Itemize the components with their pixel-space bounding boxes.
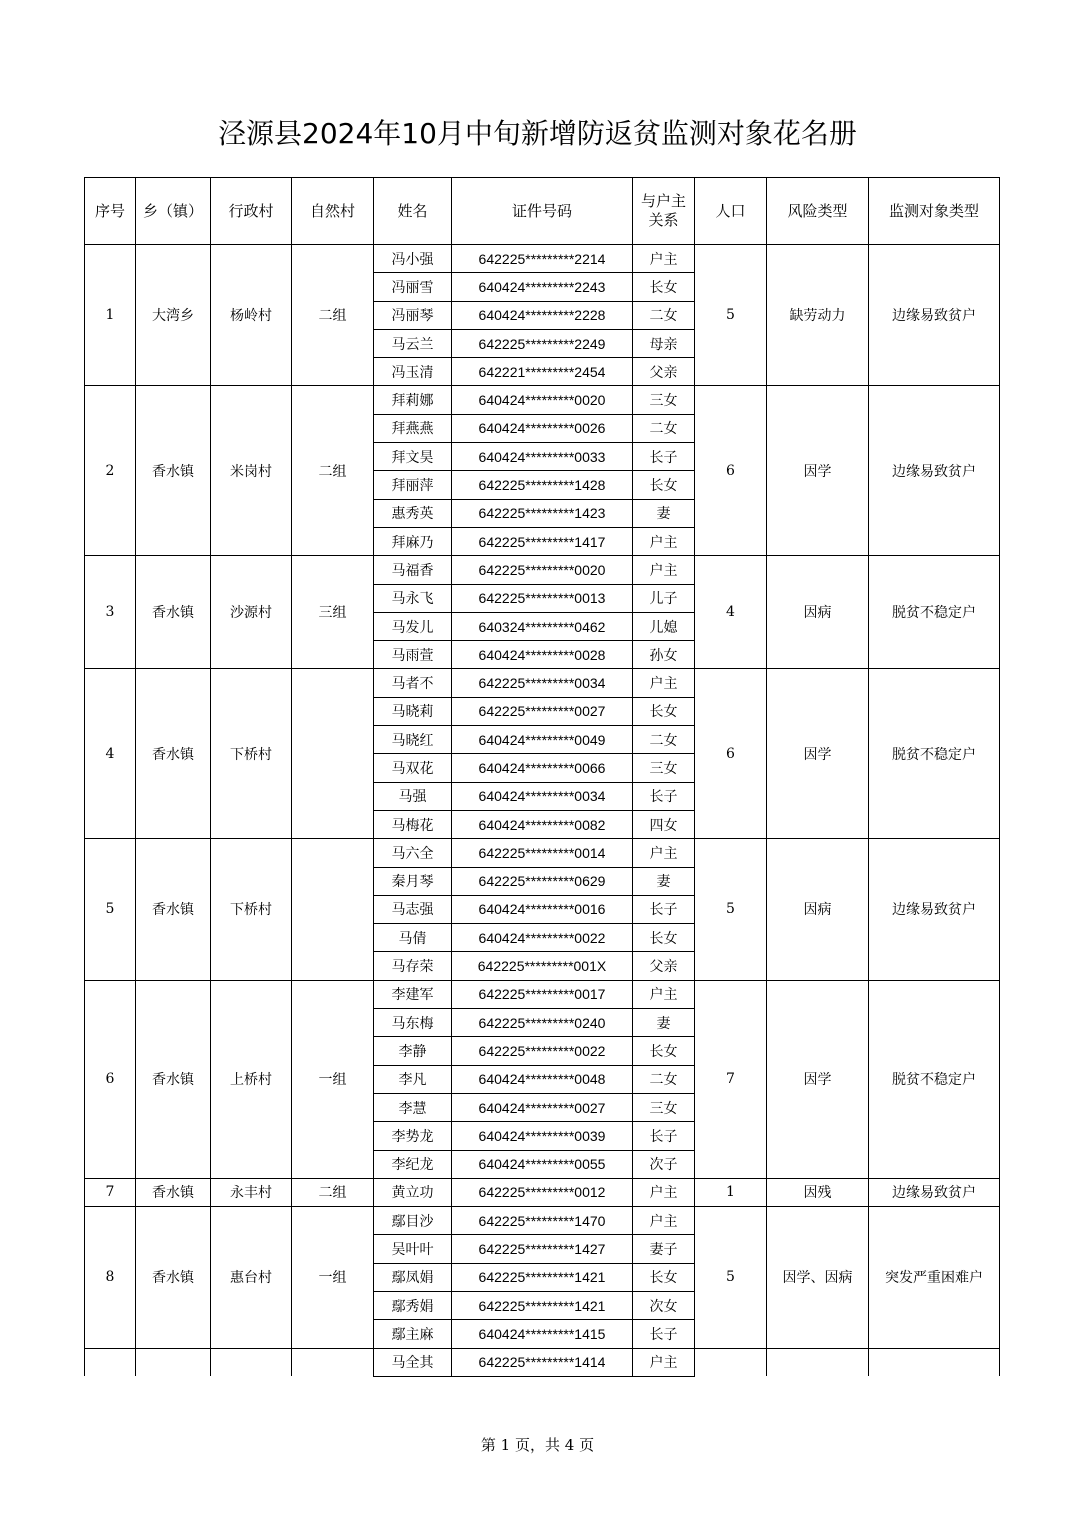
member-name-cell: 黄立功 xyxy=(374,1178,452,1206)
member-id-cell: 642225*********0022 xyxy=(452,1037,633,1065)
member-id-cell: 642225*********1470 xyxy=(452,1207,633,1235)
monitor-type-cell: 边缘易致贫户 xyxy=(869,839,1000,980)
member-relation-cell: 妻 xyxy=(633,499,695,527)
member-relation-cell: 长女 xyxy=(633,471,695,499)
monitor-type-cell: 边缘易致贫户 xyxy=(869,1178,1000,1206)
member-relation-cell: 妻 xyxy=(633,867,695,895)
risk-type-cell: 因学 xyxy=(767,669,869,839)
member-id-cell: 640424*********0020 xyxy=(452,386,633,414)
member-id-cell: 640424*********0027 xyxy=(452,1093,633,1121)
member-name-cell: 李建军 xyxy=(374,980,452,1008)
member-relation-cell: 父亲 xyxy=(633,358,695,386)
header-relation: 与户主关系 xyxy=(633,178,695,245)
header-village: 行政村 xyxy=(211,178,292,245)
household-index: 8 xyxy=(85,1207,136,1348)
table-row xyxy=(85,245,1000,273)
township-cell: 香水镇 xyxy=(136,1178,211,1206)
household-index xyxy=(85,1348,136,1376)
member-relation-cell: 长子 xyxy=(633,1122,695,1150)
header-id-number: 证件号码 xyxy=(452,178,633,245)
member-id-cell: 642225*********0014 xyxy=(452,839,633,867)
monitor-type-cell: 边缘易致贫户 xyxy=(869,245,1000,386)
member-name-cell: 秦月琴 xyxy=(374,867,452,895)
member-relation-cell: 长子 xyxy=(633,895,695,923)
member-id-cell: 642225*********0240 xyxy=(452,1009,633,1037)
member-name-cell: 惠秀英 xyxy=(374,499,452,527)
table-row xyxy=(85,556,1000,584)
member-id-cell: 642225*********0629 xyxy=(452,867,633,895)
village-cell: 下桥村 xyxy=(211,839,292,980)
population-cell: 1 xyxy=(695,1178,767,1206)
member-id-cell: 642225*********2214 xyxy=(452,245,633,273)
monitor-type-cell: 突发严重困难户 xyxy=(869,1207,1000,1348)
member-name-cell: 冯丽雪 xyxy=(374,273,452,301)
township-cell: 香水镇 xyxy=(136,1207,211,1348)
member-name-cell: 吴叶叶 xyxy=(374,1235,452,1263)
table-row xyxy=(85,839,1000,867)
member-relation-cell: 户主 xyxy=(633,1207,695,1235)
member-id-cell: 642225*********0017 xyxy=(452,980,633,1008)
member-id-cell: 642225*********1423 xyxy=(452,499,633,527)
table-row xyxy=(85,1348,1000,1376)
monitor-type-cell: 脱贫不稳定户 xyxy=(869,669,1000,839)
roster-table xyxy=(84,177,1000,1377)
member-id-cell: 642225*********1427 xyxy=(452,1235,633,1263)
member-relation-cell: 户主 xyxy=(633,980,695,1008)
member-relation-cell: 户主 xyxy=(633,1348,695,1376)
member-name-cell: 马福香 xyxy=(374,556,452,584)
header-natural-village: 自然村 xyxy=(292,178,374,245)
member-name-cell: 马六全 xyxy=(374,839,452,867)
member-id-cell: 642225*********1428 xyxy=(452,471,633,499)
population-cell: 7 xyxy=(695,980,767,1178)
member-name-cell: 马志强 xyxy=(374,895,452,923)
member-relation-cell: 长子 xyxy=(633,1320,695,1348)
member-name-cell: 冯玉清 xyxy=(374,358,452,386)
member-relation-cell: 三女 xyxy=(633,386,695,414)
header-population: 人口 xyxy=(695,178,767,245)
member-id-cell: 640424*********2243 xyxy=(452,273,633,301)
member-relation-cell: 妻子 xyxy=(633,1235,695,1263)
natural-village-cell: 二组 xyxy=(292,1178,374,1206)
member-name-cell: 拜丽萍 xyxy=(374,471,452,499)
village-cell: 沙源村 xyxy=(211,556,292,669)
member-id-cell: 642225*********0012 xyxy=(452,1178,633,1206)
member-id-cell: 640424*********0082 xyxy=(452,810,633,838)
member-relation-cell: 户主 xyxy=(633,1178,695,1206)
member-relation-cell: 长女 xyxy=(633,697,695,725)
member-name-cell: 冯丽琴 xyxy=(374,301,452,329)
member-name-cell: 鄢秀娟 xyxy=(374,1291,452,1319)
monitor-type-cell: 边缘易致贫户 xyxy=(869,386,1000,556)
member-name-cell: 马全其 xyxy=(374,1348,452,1376)
member-relation-cell: 次子 xyxy=(633,1150,695,1178)
household-index: 1 xyxy=(85,245,136,386)
member-relation-cell: 三女 xyxy=(633,1093,695,1121)
table-row xyxy=(85,1178,1000,1206)
member-relation-cell: 二女 xyxy=(633,301,695,329)
member-id-cell: 642225*********2249 xyxy=(452,329,633,357)
header-name: 姓名 xyxy=(374,178,452,245)
member-name-cell: 马发儿 xyxy=(374,612,452,640)
village-cell: 上桥村 xyxy=(211,980,292,1178)
member-id-cell: 640424*********2228 xyxy=(452,301,633,329)
member-id-cell: 640424*********0028 xyxy=(452,641,633,669)
header-township: 乡（镇） xyxy=(136,178,211,245)
member-id-cell: 640424*********0026 xyxy=(452,414,633,442)
population-cell: 5 xyxy=(695,1207,767,1348)
household-index: 3 xyxy=(85,556,136,669)
member-id-cell: 642225*********1421 xyxy=(452,1291,633,1319)
member-relation-cell: 妻 xyxy=(633,1009,695,1037)
member-relation-cell: 父亲 xyxy=(633,952,695,980)
natural-village-cell: 一组 xyxy=(292,1207,374,1348)
member-name-cell: 拜燕燕 xyxy=(374,414,452,442)
population-cell xyxy=(695,1348,767,1376)
natural-village-cell: 二组 xyxy=(292,386,374,556)
risk-type-cell xyxy=(767,1348,869,1376)
member-relation-cell: 二女 xyxy=(633,726,695,754)
village-cell: 惠台村 xyxy=(211,1207,292,1348)
table-row xyxy=(85,1207,1000,1235)
member-name-cell: 马强 xyxy=(374,782,452,810)
member-name-cell: 马梅花 xyxy=(374,810,452,838)
village-cell: 杨岭村 xyxy=(211,245,292,386)
page-title: 泾源县2024年10月中旬新增防返贫监测对象花名册 xyxy=(218,117,857,150)
member-name-cell: 拜莉娜 xyxy=(374,386,452,414)
member-name-cell: 冯小强 xyxy=(374,245,452,273)
natural-village-cell xyxy=(292,839,374,980)
member-name-cell: 马存荣 xyxy=(374,952,452,980)
risk-type-cell: 因残 xyxy=(767,1178,869,1206)
township-cell xyxy=(136,1348,211,1376)
member-id-cell: 642225*********1414 xyxy=(452,1348,633,1376)
population-cell: 6 xyxy=(695,669,767,839)
member-relation-cell: 户主 xyxy=(633,245,695,273)
member-name-cell: 李凡 xyxy=(374,1065,452,1093)
member-id-cell: 640324*********0462 xyxy=(452,612,633,640)
member-id-cell: 642225*********1421 xyxy=(452,1263,633,1291)
household-index: 5 xyxy=(85,839,136,980)
member-relation-cell: 母亲 xyxy=(633,329,695,357)
member-relation-cell: 户主 xyxy=(633,527,695,555)
header-risk-type: 风险类型 xyxy=(767,178,869,245)
village-cell xyxy=(211,1348,292,1376)
member-id-cell: 642225*********0013 xyxy=(452,584,633,612)
population-cell: 5 xyxy=(695,245,767,386)
member-id-cell: 640424*********0039 xyxy=(452,1122,633,1150)
member-name-cell: 鄢主麻 xyxy=(374,1320,452,1348)
member-relation-cell: 长子 xyxy=(633,782,695,810)
member-id-cell: 640424*********0048 xyxy=(452,1065,633,1093)
member-id-cell: 640424*********0055 xyxy=(452,1150,633,1178)
natural-village-cell xyxy=(292,1348,374,1376)
member-name-cell: 马晓莉 xyxy=(374,697,452,725)
natural-village-cell: 二组 xyxy=(292,245,374,386)
member-relation-cell: 长子 xyxy=(633,443,695,471)
roster-body xyxy=(85,245,1000,1377)
village-cell: 永丰村 xyxy=(211,1178,292,1206)
member-id-cell: 642221*********2454 xyxy=(452,358,633,386)
township-cell: 香水镇 xyxy=(136,839,211,980)
member-id-cell: 642225*********0020 xyxy=(452,556,633,584)
member-name-cell: 马倩 xyxy=(374,924,452,952)
member-id-cell: 642225*********1417 xyxy=(452,527,633,555)
risk-type-cell: 因病 xyxy=(767,556,869,669)
member-relation-cell: 长女 xyxy=(633,273,695,301)
member-id-cell: 640424*********0022 xyxy=(452,924,633,952)
member-name-cell: 马云兰 xyxy=(374,329,452,357)
member-name-cell: 马晓红 xyxy=(374,726,452,754)
member-id-cell: 640424*********1415 xyxy=(452,1320,633,1348)
township-cell: 香水镇 xyxy=(136,556,211,669)
population-cell: 6 xyxy=(695,386,767,556)
member-relation-cell: 长女 xyxy=(633,1037,695,1065)
member-name-cell: 马者不 xyxy=(374,669,452,697)
member-relation-cell: 长女 xyxy=(633,1263,695,1291)
township-cell: 大湾乡 xyxy=(136,245,211,386)
member-name-cell: 鄢目沙 xyxy=(374,1207,452,1235)
village-cell: 下桥村 xyxy=(211,669,292,839)
member-relation-cell: 户主 xyxy=(633,556,695,584)
village-cell: 米岗村 xyxy=(211,386,292,556)
member-id-cell: 640424*********0016 xyxy=(452,895,633,923)
risk-type-cell: 因学 xyxy=(767,386,869,556)
member-relation-cell: 儿子 xyxy=(633,584,695,612)
household-index: 7 xyxy=(85,1178,136,1206)
household-index: 4 xyxy=(85,669,136,839)
household-index: 2 xyxy=(85,386,136,556)
risk-type-cell: 缺劳动力 xyxy=(767,245,869,386)
member-relation-cell: 长女 xyxy=(633,924,695,952)
population-cell: 4 xyxy=(695,556,767,669)
member-id-cell: 640424*********0066 xyxy=(452,754,633,782)
table-row xyxy=(85,980,1000,1008)
member-relation-cell: 二女 xyxy=(633,1065,695,1093)
member-name-cell: 拜麻乃 xyxy=(374,527,452,555)
member-id-cell: 642225*********0034 xyxy=(452,669,633,697)
risk-type-cell: 因学、因病 xyxy=(767,1207,869,1348)
member-id-cell: 640424*********0049 xyxy=(452,726,633,754)
page-footer: 第 1 页，共 4 页 xyxy=(480,1436,595,1454)
township-cell: 香水镇 xyxy=(136,386,211,556)
risk-type-cell: 因病 xyxy=(767,839,869,980)
header-index: 序号 xyxy=(85,178,136,245)
member-relation-cell: 次女 xyxy=(633,1291,695,1319)
natural-village-cell: 一组 xyxy=(292,980,374,1178)
header-row xyxy=(85,178,1000,245)
township-cell: 香水镇 xyxy=(136,980,211,1178)
natural-village-cell: 三组 xyxy=(292,556,374,669)
member-name-cell: 马东梅 xyxy=(374,1009,452,1037)
member-name-cell: 马永飞 xyxy=(374,584,452,612)
population-cell: 5 xyxy=(695,839,767,980)
monitor-type-cell: 脱贫不稳定户 xyxy=(869,980,1000,1178)
member-id-cell: 642225*********0027 xyxy=(452,697,633,725)
member-name-cell: 李静 xyxy=(374,1037,452,1065)
township-cell: 香水镇 xyxy=(136,669,211,839)
member-name-cell: 鄢凤娟 xyxy=(374,1263,452,1291)
member-name-cell: 李纪龙 xyxy=(374,1150,452,1178)
header-monitor-type: 监测对象类型 xyxy=(869,178,1000,245)
member-name-cell: 拜文昊 xyxy=(374,443,452,471)
member-id-cell: 642225*********001X xyxy=(452,952,633,980)
table-row xyxy=(85,386,1000,414)
member-name-cell: 马双花 xyxy=(374,754,452,782)
member-relation-cell: 三女 xyxy=(633,754,695,782)
table-row xyxy=(85,669,1000,697)
member-name-cell: 李势龙 xyxy=(374,1122,452,1150)
member-name-cell: 马雨萱 xyxy=(374,641,452,669)
member-id-cell: 640424*********0034 xyxy=(452,782,633,810)
member-relation-cell: 二女 xyxy=(633,414,695,442)
member-relation-cell: 户主 xyxy=(633,669,695,697)
member-relation-cell: 户主 xyxy=(633,839,695,867)
natural-village-cell xyxy=(292,669,374,839)
member-name-cell: 李慧 xyxy=(374,1093,452,1121)
member-relation-cell: 孙女 xyxy=(633,641,695,669)
member-id-cell: 640424*********0033 xyxy=(452,443,633,471)
member-relation-cell: 儿媳 xyxy=(633,612,695,640)
risk-type-cell: 因学 xyxy=(767,980,869,1178)
monitor-type-cell: 脱贫不稳定户 xyxy=(869,556,1000,669)
member-relation-cell: 四女 xyxy=(633,810,695,838)
monitor-type-cell xyxy=(869,1348,1000,1376)
household-index: 6 xyxy=(85,980,136,1178)
